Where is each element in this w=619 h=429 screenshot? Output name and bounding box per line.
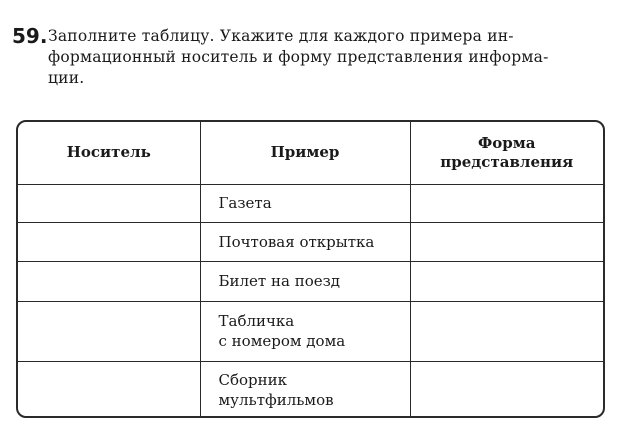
form-cell[interactable] — [410, 184, 603, 222]
carrier-cell[interactable] — [18, 361, 200, 418]
task-text-line: ции. — [48, 69, 85, 87]
table-row — [18, 184, 603, 222]
task-text-line: формационный носитель и форму представления информа- — [48, 48, 549, 66]
table-header-row — [18, 122, 603, 184]
example-cell — [200, 261, 410, 301]
form-cell[interactable] — [410, 222, 603, 261]
task-instructions — [48, 26, 610, 89]
example-text: Сборник — [218, 371, 288, 390]
answer-table — [16, 120, 605, 418]
header-example: Пример — [200, 122, 410, 184]
form-cell[interactable] — [410, 301, 603, 361]
header-form-line: Форма — [478, 133, 536, 152]
form-cell[interactable] — [410, 261, 603, 301]
carrier-cell[interactable] — [18, 222, 200, 261]
task-number: 59. — [12, 24, 48, 48]
header-form — [410, 122, 603, 184]
table-row — [18, 222, 603, 261]
header-form-line: представления — [440, 152, 574, 171]
carrier-cell[interactable] — [18, 301, 200, 361]
example-text: Газета — [218, 194, 272, 212]
header-carrier: Носитель — [18, 122, 200, 184]
example-text: Билет на поезд — [218, 272, 341, 290]
table-row — [18, 301, 603, 361]
example-text: с номером дома — [218, 332, 346, 350]
table-row — [18, 261, 603, 301]
form-cell[interactable] — [410, 361, 603, 418]
task-text-line: Заполните таблицу. Укажите для каждого примера ин- — [48, 27, 514, 45]
example-cell — [200, 184, 410, 222]
example-cell — [200, 222, 410, 261]
table-row — [18, 361, 603, 418]
example-cell — [200, 301, 410, 361]
example-text: Почтовая открытка — [218, 232, 375, 251]
example-text: мультфильмов — [218, 391, 334, 410]
carrier-cell[interactable] — [18, 184, 200, 222]
carrier-cell[interactable] — [18, 261, 200, 301]
example-text: Табличка — [218, 312, 295, 330]
example-cell — [200, 361, 410, 418]
